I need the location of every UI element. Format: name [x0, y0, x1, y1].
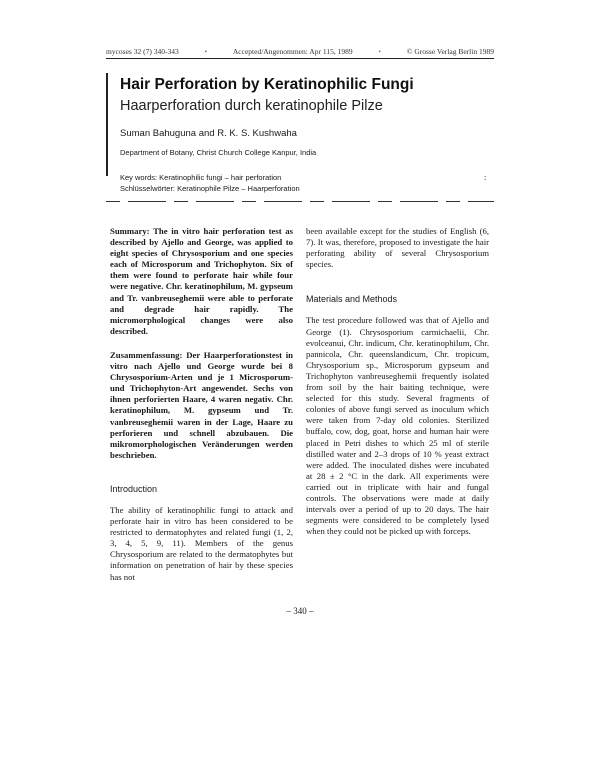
section-divider [106, 201, 494, 202]
methods-heading: Materials and Methods [306, 294, 398, 305]
left-column [110, 226, 293, 583]
copyright-notice: © Grosse Verlag Berlin 1989 [406, 47, 494, 56]
margin-mark: : [484, 173, 487, 182]
article-title-english: Hair Perforation by Keratinophilic Fungi [120, 76, 414, 93]
introduction-heading: Introduction [110, 483, 158, 494]
header-rule [106, 58, 494, 59]
running-header [106, 47, 494, 56]
article-title-german: Haarperforation durch keratinophile Pilze [120, 98, 383, 114]
right-column [306, 226, 489, 537]
affiliation-line: Department of Botany, Christ Church College Kanpur, India [120, 148, 317, 157]
introduction-paragraph: The ability of keratinophilic fungi to attack and perforate hair in vitro has been considered to be restricted to dermatophytes and related fungi (1, 2, 3, 4, 5, 9, 11). Members of the genus Chrysosporium are related to the dermatophytes but information on penetration of hair by these species has not [110, 504, 293, 582]
header-separator: • [378, 47, 381, 56]
methods-paragraph: The test procedure followed was that of Ajello and George (1). Chrysosporium carmichaelii, Chr. evolceanui, Chr. indicum, Chr. keratinophilum, Chr. pannicola, Chr. queenslandicum, Chr. tropicum, Chrysosporium sp., Microsporum gypseum and Trichophyton vanbreuseghemii frequently isolated from soil by the hair baiting technique, were selected for this study. Several fragments of colonies of above fungi served as inoculum which were taken from 7-day old colonies. Sterilized buffalo, cow, dog, goat, horse and human hair were placed in Petri dishes to which 25 ml of sterile distilled water and 2–3 drops of 10 % yeast extract were added. The inoculated dishes were incubated at 28 ± 2 °C in the dark. All experiments were carried out in triplicate with hair and fungal controls. The observations were made at daily intervals over a period of up to 20 days. The hair segments were considered to be completely lysed when they could not be picked up with forceps. [306, 315, 489, 537]
accepted-date: Accepted/Angenommen: Apr 115, 1989 [232, 47, 353, 56]
header-separator: • [204, 47, 208, 56]
key-words: Key words: Keratinophilic fungi – hair perforation [120, 173, 282, 182]
summary-paragraph: Summary: The in vitro hair perforation test as described by Ajello and George, was applied to eight species of Chrysosporium and one species each of Microsporum and Trichophyton. Six of them were found to perforate hair while four were negative. Chr. keratinophilum, M. gypseum and Tr. vanbreuseghemii were able to perforate and degrade hair rapidly. The micromorphological changes were also described. [110, 226, 293, 336]
author-line: Suman Bahuguna and R. K. S. Kushwaha [120, 128, 297, 139]
schluesselwoerter: Schlüsselwörter: Keratinophile Pilze – Haarperforation [120, 184, 300, 193]
title-margin-bar [106, 73, 108, 176]
journal-citation: mycoses 32 (7) 340-343 [106, 47, 179, 56]
zusammenfassung-paragraph: Zusammenfassung: Der Haarperforationstest in vitro nach Ajello und George wurde bei 8 Chrysosporium-Arten und je 1 Microsporum- und Trichophyton-Art angewendet. Sechs von ihnen perforierten Haare, 4 waren negativ. Chr. keratinophilum, M. gypseum und Tr. vanbreuseghemii waren in der Lage, Haare zu perforieren und schnell abzubauen. Die mikromorphologischen Veränderungen werden beschrieben. [110, 349, 293, 460]
introduction-continuation: been available except for the studies of English (6, 7). It was, therefore, proposed to investigate the hair perforating ability of several Chrysosporium species. [306, 226, 489, 270]
page-number: – 340 – [286, 606, 314, 616]
